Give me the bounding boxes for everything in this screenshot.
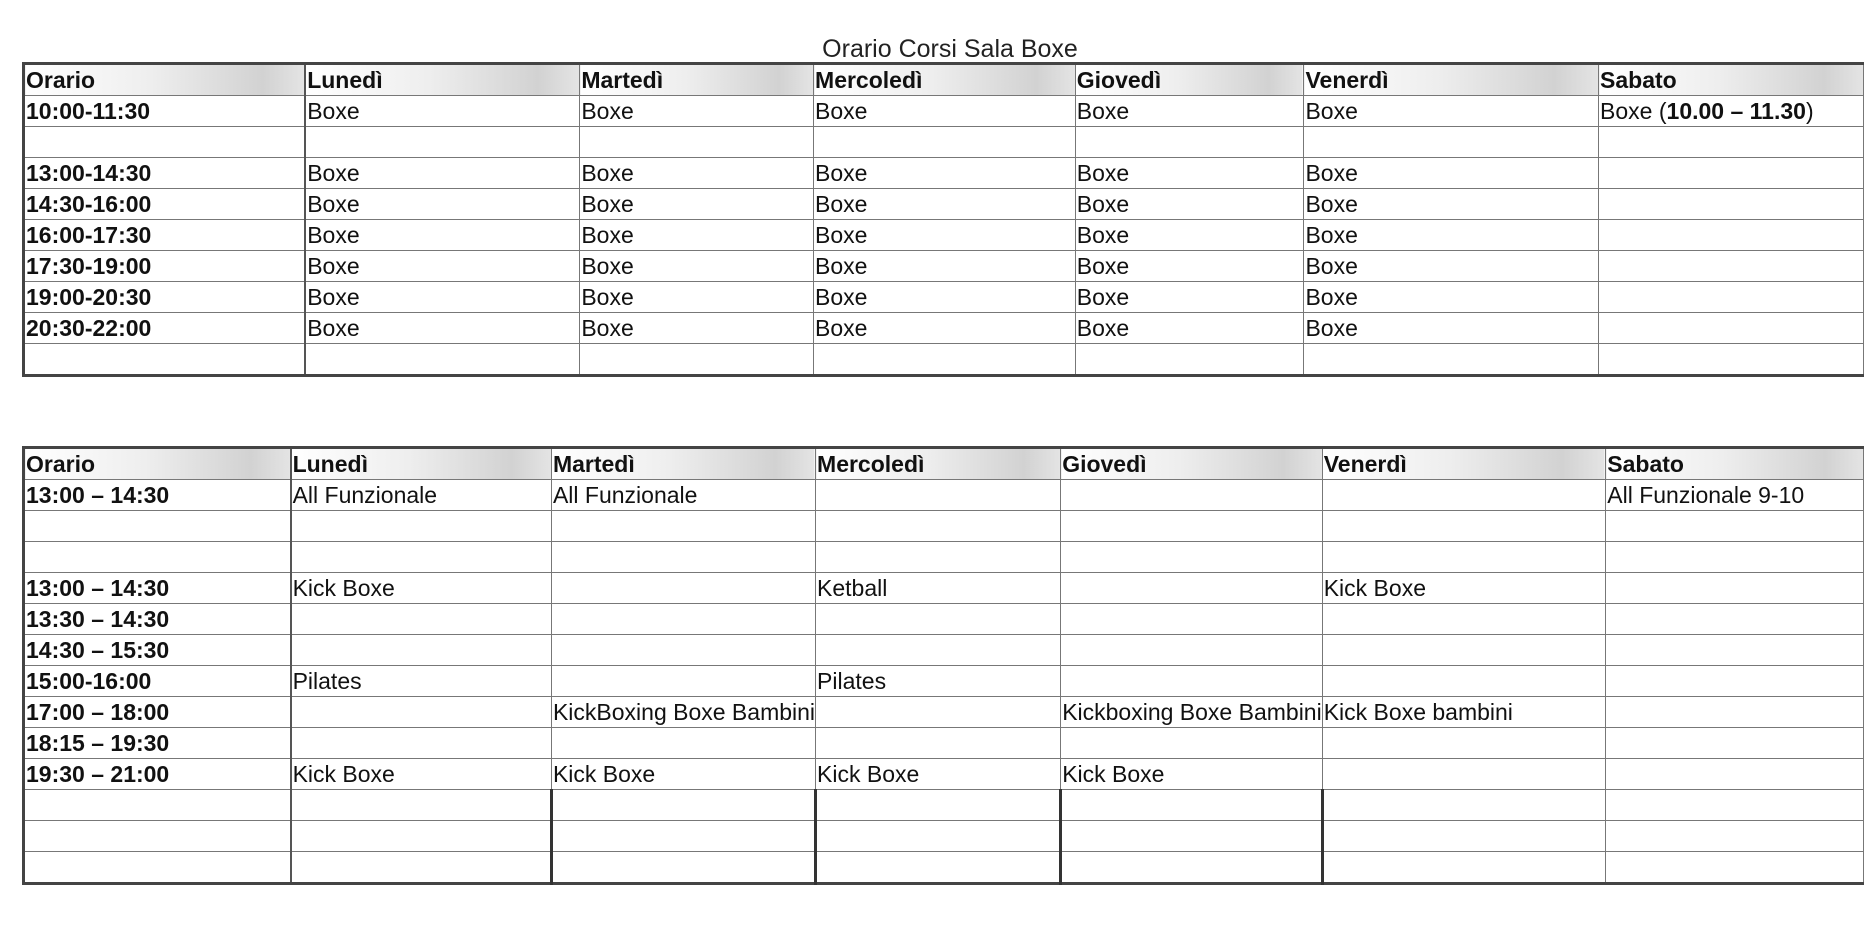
table-row — [24, 790, 1864, 821]
course-cell: KickBoxing Boxe Bambini — [551, 697, 815, 728]
table-row — [24, 313, 1864, 344]
course-cell: Boxe — [305, 220, 580, 251]
time-slot-cell — [24, 511, 291, 542]
course-cell — [1322, 790, 1606, 821]
table-row — [24, 158, 1864, 189]
course-cell — [1599, 251, 1864, 282]
course-cell: Boxe — [814, 96, 1076, 127]
course-cell — [816, 480, 1061, 511]
course-cell — [1606, 697, 1864, 728]
course-cell — [1322, 759, 1606, 790]
time-slot-cell — [24, 852, 291, 884]
course-cell — [1606, 604, 1864, 635]
course-cell — [551, 666, 815, 697]
course-cell — [814, 344, 1076, 376]
course-cell: Boxe — [814, 158, 1076, 189]
course-cell: Boxe — [1075, 158, 1304, 189]
course-cell: Pilates — [816, 666, 1061, 697]
header-day: Martedì — [551, 448, 815, 480]
time-slot-cell — [24, 542, 291, 573]
course-cell — [1606, 635, 1864, 666]
course-cell — [291, 852, 552, 884]
course-cell: Boxe — [1075, 313, 1304, 344]
course-cell — [291, 635, 552, 666]
table-row — [24, 759, 1864, 790]
time-slot-cell: 14:30 – 15:30 — [24, 635, 291, 666]
header-day: Giovedì — [1061, 448, 1323, 480]
course-cell — [1599, 158, 1864, 189]
time-slot-cell: 20:30-22:00 — [24, 313, 306, 344]
course-cell — [1061, 821, 1323, 852]
course-cell — [580, 127, 814, 158]
header-day: Sabato — [1599, 64, 1864, 96]
course-cell — [551, 604, 815, 635]
course-cell: Boxe — [1075, 282, 1304, 313]
course-cell — [1061, 790, 1323, 821]
header-day: Lunedì — [291, 448, 552, 480]
course-cell: Boxe — [580, 251, 814, 282]
course-cell — [1304, 127, 1599, 158]
time-slot-cell: 15:00-16:00 — [24, 666, 291, 697]
course-cell — [1599, 282, 1864, 313]
course-cell — [816, 852, 1061, 884]
time-slot-cell: 13:00-14:30 — [24, 158, 306, 189]
course-cell — [305, 344, 580, 376]
course-cell: Kick Boxe — [1061, 759, 1323, 790]
course-cell: All Funzionale 9-10 — [1606, 480, 1864, 511]
course-cell — [1606, 852, 1864, 884]
course-cell: Boxe — [1304, 251, 1599, 282]
course-cell — [1599, 189, 1864, 220]
course-cell: Boxe — [814, 251, 1076, 282]
header-day: Venerdì — [1322, 448, 1606, 480]
course-cell — [1606, 728, 1864, 759]
table-row — [24, 282, 1864, 313]
course-cell: Boxe — [814, 313, 1076, 344]
saturday-note-prefix: Boxe ( — [1600, 98, 1667, 124]
table-row — [24, 728, 1864, 759]
header-day: Mercoledì — [816, 448, 1061, 480]
course-cell: Boxe — [305, 251, 580, 282]
time-slot-cell: 10:00-11:30 — [24, 96, 306, 127]
course-cell — [1322, 542, 1606, 573]
course-cell — [1304, 344, 1599, 376]
course-cell: Boxe — [1304, 220, 1599, 251]
course-cell — [816, 697, 1061, 728]
course-cell — [816, 790, 1061, 821]
table-row — [24, 96, 1864, 127]
course-cell — [1322, 852, 1606, 884]
time-slot-cell: 19:30 – 21:00 — [24, 759, 291, 790]
header-orario: Orario — [24, 64, 306, 96]
course-cell: Boxe — [1075, 251, 1304, 282]
course-cell — [1606, 821, 1864, 852]
time-slot-cell — [24, 344, 306, 376]
course-cell — [1061, 480, 1323, 511]
course-cell: Kick Boxe — [551, 759, 815, 790]
time-slot-cell — [24, 790, 291, 821]
course-cell — [816, 511, 1061, 542]
time-slot-cell: 14:30-16:00 — [24, 189, 306, 220]
time-slot-cell: 16:00-17:30 — [24, 220, 306, 251]
course-cell — [551, 852, 815, 884]
course-cell — [1606, 790, 1864, 821]
course-cell — [1599, 127, 1864, 158]
course-cell: Boxe — [580, 313, 814, 344]
course-cell — [291, 821, 552, 852]
course-cell — [816, 604, 1061, 635]
header-orario: Orario — [24, 448, 291, 480]
course-cell: Boxe — [1075, 220, 1304, 251]
course-cell — [1061, 635, 1323, 666]
table-row — [24, 635, 1864, 666]
course-cell: Boxe — [1075, 189, 1304, 220]
table-row — [24, 220, 1864, 251]
course-cell: Boxe — [580, 96, 814, 127]
course-cell — [1606, 511, 1864, 542]
course-cell — [816, 821, 1061, 852]
course-cell — [291, 697, 552, 728]
course-cell — [1322, 666, 1606, 697]
time-slot-cell: 18:15 – 19:30 — [24, 728, 291, 759]
course-cell — [291, 542, 552, 573]
course-cell: Ketball — [816, 573, 1061, 604]
course-cell — [1322, 604, 1606, 635]
course-cell: All Funzionale — [291, 480, 552, 511]
course-cell — [1606, 666, 1864, 697]
course-cell — [1606, 759, 1864, 790]
header-day: Giovedì — [1075, 64, 1304, 96]
course-cell — [1061, 852, 1323, 884]
course-cell: Boxe — [305, 313, 580, 344]
course-cell: Boxe — [305, 96, 580, 127]
table-row — [24, 697, 1864, 728]
course-cell: Boxe — [580, 220, 814, 251]
course-cell — [1606, 542, 1864, 573]
course-cell: Boxe — [305, 158, 580, 189]
header-day: Martedì — [580, 64, 814, 96]
course-cell: Boxe — [580, 158, 814, 189]
course-cell — [1061, 573, 1323, 604]
course-cell — [1061, 666, 1323, 697]
time-slot-cell — [24, 821, 291, 852]
time-slot-cell: 17:30-19:00 — [24, 251, 306, 282]
course-cell: Boxe — [305, 282, 580, 313]
course-cell — [1322, 635, 1606, 666]
course-cell — [580, 344, 814, 376]
course-cell: Kick Boxe — [816, 759, 1061, 790]
course-cell — [814, 127, 1076, 158]
course-cell — [1322, 480, 1606, 511]
course-cell: Boxe — [1304, 189, 1599, 220]
time-slot-cell: 17:00 – 18:00 — [24, 697, 291, 728]
course-cell: All Funzionale — [551, 480, 815, 511]
course-cell: Boxe — [814, 220, 1076, 251]
header-day: Sabato — [1606, 448, 1864, 480]
table-row — [24, 189, 1864, 220]
course-cell — [816, 542, 1061, 573]
saturday-course-cell — [1599, 96, 1864, 127]
table-row — [24, 511, 1864, 542]
course-cell — [1322, 821, 1606, 852]
course-cell — [816, 635, 1061, 666]
table-row — [24, 344, 1864, 376]
course-cell: Boxe — [1304, 96, 1599, 127]
boxe-schedule-table — [22, 62, 1864, 377]
table-row — [24, 573, 1864, 604]
course-cell: Boxe — [580, 282, 814, 313]
course-cell — [551, 511, 815, 542]
table-row — [24, 604, 1864, 635]
course-cell — [816, 728, 1061, 759]
course-cell — [1599, 344, 1864, 376]
course-cell — [1075, 127, 1304, 158]
course-cell — [551, 790, 815, 821]
course-cell — [305, 127, 580, 158]
table-row — [24, 821, 1864, 852]
course-cell: Kick Boxe — [291, 759, 552, 790]
course-cell: Boxe — [1304, 158, 1599, 189]
table-row — [24, 852, 1864, 884]
page-title: Orario Corsi Sala Boxe — [822, 35, 1078, 63]
course-cell: Kick Boxe — [1322, 573, 1606, 604]
course-cell: Boxe — [1304, 313, 1599, 344]
saturday-note-time: 10.00 – 11.30 — [1666, 98, 1806, 124]
course-cell — [1606, 573, 1864, 604]
course-cell: Kick Boxe — [291, 573, 552, 604]
courses-schedule-table — [22, 446, 1864, 885]
table-row — [24, 666, 1864, 697]
course-cell — [291, 604, 552, 635]
time-slot-cell: 13:00 – 14:30 — [24, 480, 291, 511]
time-slot-cell: 13:00 – 14:30 — [24, 573, 291, 604]
header-row — [24, 448, 1864, 480]
course-cell: Boxe — [305, 189, 580, 220]
header-row — [24, 64, 1864, 96]
course-cell — [551, 573, 815, 604]
table-row — [24, 542, 1864, 573]
course-cell — [1599, 313, 1864, 344]
course-cell: Kick Boxe bambini — [1322, 697, 1606, 728]
course-cell — [291, 728, 552, 759]
course-cell: Pilates — [291, 666, 552, 697]
course-cell — [551, 542, 815, 573]
course-cell — [551, 728, 815, 759]
course-cell — [1599, 220, 1864, 251]
header-day: Venerdì — [1304, 64, 1599, 96]
header-day: Mercoledì — [814, 64, 1076, 96]
course-cell — [1061, 728, 1323, 759]
course-cell — [291, 511, 552, 542]
time-slot-cell: 13:30 – 14:30 — [24, 604, 291, 635]
time-slot-cell: 19:00-20:30 — [24, 282, 306, 313]
course-cell: Boxe — [580, 189, 814, 220]
course-cell: Boxe — [814, 189, 1076, 220]
table-row — [24, 480, 1864, 511]
course-cell — [1075, 344, 1304, 376]
course-cell — [1061, 604, 1323, 635]
course-cell: Boxe — [814, 282, 1076, 313]
course-cell: Boxe — [1304, 282, 1599, 313]
saturday-note-suffix: ) — [1805, 98, 1814, 124]
course-cell — [291, 790, 552, 821]
course-cell — [1061, 542, 1323, 573]
course-cell — [1322, 511, 1606, 542]
table-row — [24, 127, 1864, 158]
time-slot-cell — [24, 127, 306, 158]
table-row — [24, 251, 1864, 282]
course-cell — [551, 821, 815, 852]
course-cell — [1061, 511, 1323, 542]
course-cell: Kickboxing Boxe Bambini — [1061, 697, 1323, 728]
course-cell — [551, 635, 815, 666]
course-cell — [1322, 728, 1606, 759]
header-day: Lunedì — [305, 64, 580, 96]
course-cell: Boxe — [1075, 96, 1304, 127]
